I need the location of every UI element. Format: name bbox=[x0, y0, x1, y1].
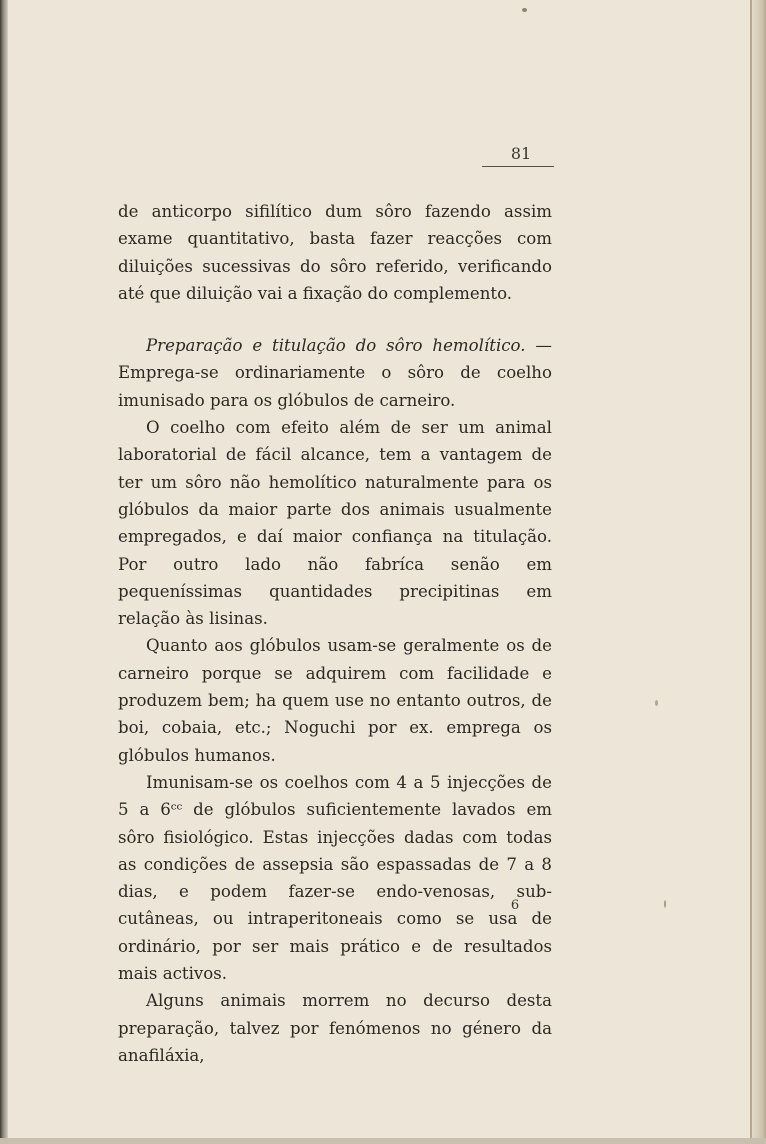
paragraph: de anticorpo sifilítico dum sôro fazendo assim exame quantitativo, basta fazer reacções com diluições sucessivas do sôro referido, verificando até que diluição vai a fixação do complemento. bbox=[118, 202, 552, 303]
paper-speck bbox=[664, 900, 666, 908]
page-number: 81 bbox=[510, 144, 532, 163]
section-paragraph bbox=[118, 332, 552, 414]
body-text bbox=[118, 198, 552, 1069]
page-bottom-edge bbox=[0, 1138, 766, 1144]
paragraph: O coelho com efeito além de ser um animal laboratorial de fácil alcance, tem a vantagem de ter um sôro não hemolítico naturalmente para os glóbulos da maior parte dos animais usualmente empregados, e daí maior confiança na titulação. Por outro lado não fabríca senão em pequeníssimas quantidades precipitinas em relação às lisinas. bbox=[118, 418, 552, 629]
signature-mark: 6 bbox=[510, 898, 520, 913]
section-heading: Preparação e titulação do sôro hemolítico. bbox=[146, 336, 526, 356]
paper-speck bbox=[655, 700, 658, 706]
paragraph: Imunisam-se os coelhos com 4 a 5 injecções de 5 a 6ᶜᶜ de glóbulos suficientemente lavados em sôro fisiológico. Estas injecções dadas com todas as condições de assepsia são espassadas de 7 a 8 dias, e podem fazer-se endo-venosas, sub-cutâneas, ou intraperitoneais como se usa de ordinário, por ser mais prático e de resultados mais activos. bbox=[118, 772, 552, 984]
paragraph: Quanto aos glóbulos usam-se geralmente os de carneiro porque se adquirem com facilidade e produzem bem; ha quem use no entanto outros, de boi, cobaia, etc.; Noguchi por ex. emprega os glóbulos humanos. bbox=[118, 636, 552, 765]
page-right-margin bbox=[752, 0, 766, 1144]
binding-shadow bbox=[0, 0, 8, 1144]
section-text: — Emprega-se ordinariamente o sôro de coelho imunisado para os glóbulos de carneiro. bbox=[118, 336, 552, 410]
header-rule bbox=[482, 166, 554, 167]
paragraph: Alguns animais morrem no decurso desta preparação, talvez por fenómenos no género da anafiláxia, bbox=[118, 991, 552, 1065]
paper-speck bbox=[522, 8, 527, 12]
